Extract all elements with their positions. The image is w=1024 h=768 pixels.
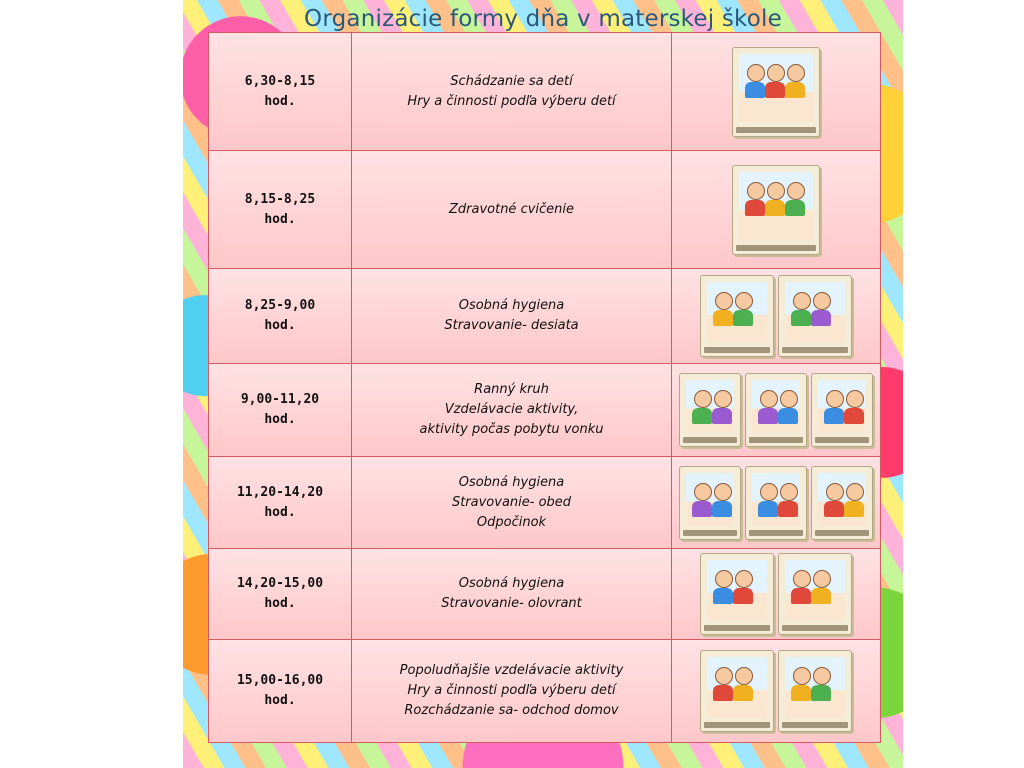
schedule-row	[209, 457, 881, 549]
activity-line: Schádzanie sa detí	[450, 73, 573, 89]
child-shirt	[733, 685, 753, 701]
child-shirt	[692, 501, 712, 517]
activity-line: Vzdelávacie aktivity,	[444, 402, 579, 417]
scroll-illustration	[732, 47, 820, 137]
child-shirt	[778, 501, 798, 517]
activity-line: Popoludňajšie vzdelávacie aktivity	[399, 663, 624, 678]
activity-line: Stravovanie- olovrant	[441, 596, 582, 611]
child-figure	[846, 390, 864, 408]
illustration-group	[672, 553, 880, 635]
illustration-scene	[707, 560, 767, 620]
illustration-scene	[686, 473, 734, 525]
child-figure	[780, 483, 798, 501]
time-range: 8,15-8,25	[244, 191, 316, 207]
activity-cell	[352, 364, 672, 457]
activity-line: Odpočinok	[476, 514, 547, 530]
child-shirt	[765, 82, 785, 98]
activity-line: Rozchádzanie sa- odchod domov	[404, 703, 619, 718]
scroll-illustration	[811, 466, 873, 540]
activity-cell	[352, 549, 672, 640]
child-shirt	[713, 685, 733, 701]
child-figure	[767, 182, 785, 200]
slide-background	[183, 0, 903, 768]
illustration-cell	[672, 457, 881, 549]
child-figure	[694, 483, 712, 501]
illustration-cell	[672, 33, 881, 151]
illustration-caption	[736, 245, 816, 251]
child-figure	[826, 390, 844, 408]
scroll-illustration	[745, 466, 807, 540]
child-shirt	[692, 408, 712, 424]
scroll-illustration	[778, 553, 852, 635]
illustration-scene	[752, 473, 800, 525]
child-shirt	[745, 82, 765, 98]
activity-line: Hry a činnosti podľa výberu detí	[407, 683, 616, 698]
child-figure	[787, 64, 805, 82]
child-shirt	[713, 310, 733, 326]
child-figure	[747, 64, 765, 82]
time-unit: hod.	[264, 211, 296, 227]
child-shirt	[733, 310, 753, 326]
child-figure	[813, 667, 831, 685]
child-shirt	[745, 200, 765, 216]
activity-line: Osobná hygiena	[458, 576, 565, 591]
time-cell	[209, 457, 352, 549]
child-shirt	[811, 685, 831, 701]
activity-cell	[352, 457, 672, 549]
child-shirt	[712, 501, 732, 517]
time-cell	[209, 549, 352, 640]
illustration-scene	[739, 54, 813, 122]
child-shirt	[824, 501, 844, 517]
activity-cell	[352, 151, 672, 269]
illustration-group	[672, 165, 880, 255]
child-shirt	[791, 588, 811, 604]
illustration-scene	[739, 172, 813, 240]
illustration-group	[672, 466, 880, 540]
illustration-scene	[785, 560, 845, 620]
activity-line: Stravovanie- obed	[451, 494, 572, 510]
illustration-scene	[707, 657, 767, 717]
activity-line: Ranný kruh	[474, 382, 549, 397]
time-cell	[209, 364, 352, 457]
child-figure	[813, 570, 831, 588]
time-unit: hod.	[264, 504, 296, 520]
child-shirt	[811, 588, 831, 604]
activity-line: aktivity počas pobytu vonku	[419, 422, 604, 437]
time-cell	[209, 269, 352, 364]
child-figure	[735, 570, 753, 588]
scroll-illustration	[778, 650, 852, 732]
child-shirt	[785, 82, 805, 98]
scroll-illustration	[700, 650, 774, 732]
activity-cell	[352, 33, 672, 151]
illustration-group	[672, 373, 880, 447]
schedule-row	[209, 640, 881, 743]
child-figure	[760, 390, 778, 408]
child-shirt	[713, 588, 733, 604]
illustration-cell	[672, 549, 881, 640]
schedule-row	[209, 151, 881, 269]
scroll-illustration	[700, 553, 774, 635]
illustration-group	[672, 47, 880, 137]
time-range: 9,00-11,20	[240, 392, 320, 407]
child-figure	[714, 483, 732, 501]
activity-line: Osobná hygiena	[458, 474, 565, 490]
illustration-caption	[782, 625, 848, 631]
schedule-row	[209, 549, 881, 640]
illustration-cell	[672, 640, 881, 743]
schedule-row	[209, 33, 881, 151]
time-range: 8,25-9,00	[244, 298, 316, 313]
child-figure	[715, 570, 733, 588]
child-figure	[813, 292, 831, 310]
child-figure	[715, 292, 733, 310]
illustration-caption	[782, 347, 848, 353]
child-shirt	[791, 310, 811, 326]
child-figure	[793, 570, 811, 588]
scroll-illustration	[778, 275, 852, 357]
activity-line: Zdravotné cvičenie	[448, 201, 575, 217]
illustration-scene	[785, 282, 845, 342]
illustration-scene	[752, 380, 800, 432]
illustration-scene	[785, 657, 845, 717]
child-figure	[780, 390, 798, 408]
time-unit: hod.	[264, 93, 296, 109]
time-unit: hod.	[264, 693, 296, 708]
child-figure	[767, 64, 785, 82]
illustration-cell	[672, 269, 881, 364]
time-range: 6,30-8,15	[244, 73, 316, 89]
activity-line: Osobná hygiena	[458, 298, 565, 313]
child-shirt	[778, 408, 798, 424]
child-shirt	[765, 200, 785, 216]
illustration-scene	[686, 380, 734, 432]
schedule-body	[209, 33, 881, 743]
time-unit: hod.	[264, 318, 296, 333]
scroll-illustration	[700, 275, 774, 357]
illustration-cell	[672, 151, 881, 269]
child-shirt	[844, 408, 864, 424]
schedule-table	[208, 32, 881, 743]
child-figure	[715, 667, 733, 685]
child-shirt	[758, 501, 778, 517]
schedule-row	[209, 364, 881, 457]
child-shirt	[733, 588, 753, 604]
illustration-scene	[818, 380, 866, 432]
child-figure	[747, 182, 765, 200]
illustration-caption	[815, 530, 869, 536]
page-title: Organizácie formy dňa v materskej škole	[304, 6, 782, 32]
time-cell	[209, 33, 352, 151]
illustration-caption	[704, 625, 770, 631]
activity-line: Stravovanie- desiata	[444, 318, 579, 333]
child-figure	[760, 483, 778, 501]
child-shirt	[785, 200, 805, 216]
child-shirt	[791, 685, 811, 701]
child-figure	[846, 483, 864, 501]
child-shirt	[758, 408, 778, 424]
child-figure	[714, 390, 732, 408]
time-unit: hod.	[264, 596, 296, 611]
time-range: 11,20-14,20	[236, 484, 324, 500]
child-shirt	[712, 408, 732, 424]
illustration-caption	[683, 437, 737, 443]
child-figure	[826, 483, 844, 501]
child-figure	[793, 667, 811, 685]
illustration-group	[672, 275, 880, 357]
child-figure	[735, 292, 753, 310]
child-figure	[694, 390, 712, 408]
scroll-illustration	[732, 165, 820, 255]
time-range: 15,00-16,00	[236, 673, 324, 688]
illustration-caption	[749, 437, 803, 443]
scroll-illustration	[679, 373, 741, 447]
child-figure	[787, 182, 805, 200]
activity-cell	[352, 640, 672, 743]
time-cell	[209, 640, 352, 743]
illustration-caption	[736, 127, 816, 133]
illustration-caption	[782, 722, 848, 728]
child-shirt	[844, 501, 864, 517]
activity-line: Hry a činnosti podľa výberu detí	[407, 93, 616, 109]
scroll-illustration	[811, 373, 873, 447]
illustration-cell	[672, 364, 881, 457]
child-figure	[735, 667, 753, 685]
illustration-caption	[683, 530, 737, 536]
child-shirt	[824, 408, 844, 424]
time-unit: hod.	[264, 412, 296, 427]
illustration-scene	[818, 473, 866, 525]
scroll-illustration	[679, 466, 741, 540]
child-figure	[793, 292, 811, 310]
illustration-caption	[704, 347, 770, 353]
illustration-caption	[749, 530, 803, 536]
scroll-illustration	[745, 373, 807, 447]
activity-cell	[352, 269, 672, 364]
child-shirt	[811, 310, 831, 326]
illustration-caption	[704, 722, 770, 728]
illustration-group	[672, 650, 880, 732]
time-range: 14,20-15,00	[236, 576, 324, 591]
illustration-caption	[815, 437, 869, 443]
illustration-scene	[707, 282, 767, 342]
schedule-row	[209, 269, 881, 364]
time-cell	[209, 151, 352, 269]
